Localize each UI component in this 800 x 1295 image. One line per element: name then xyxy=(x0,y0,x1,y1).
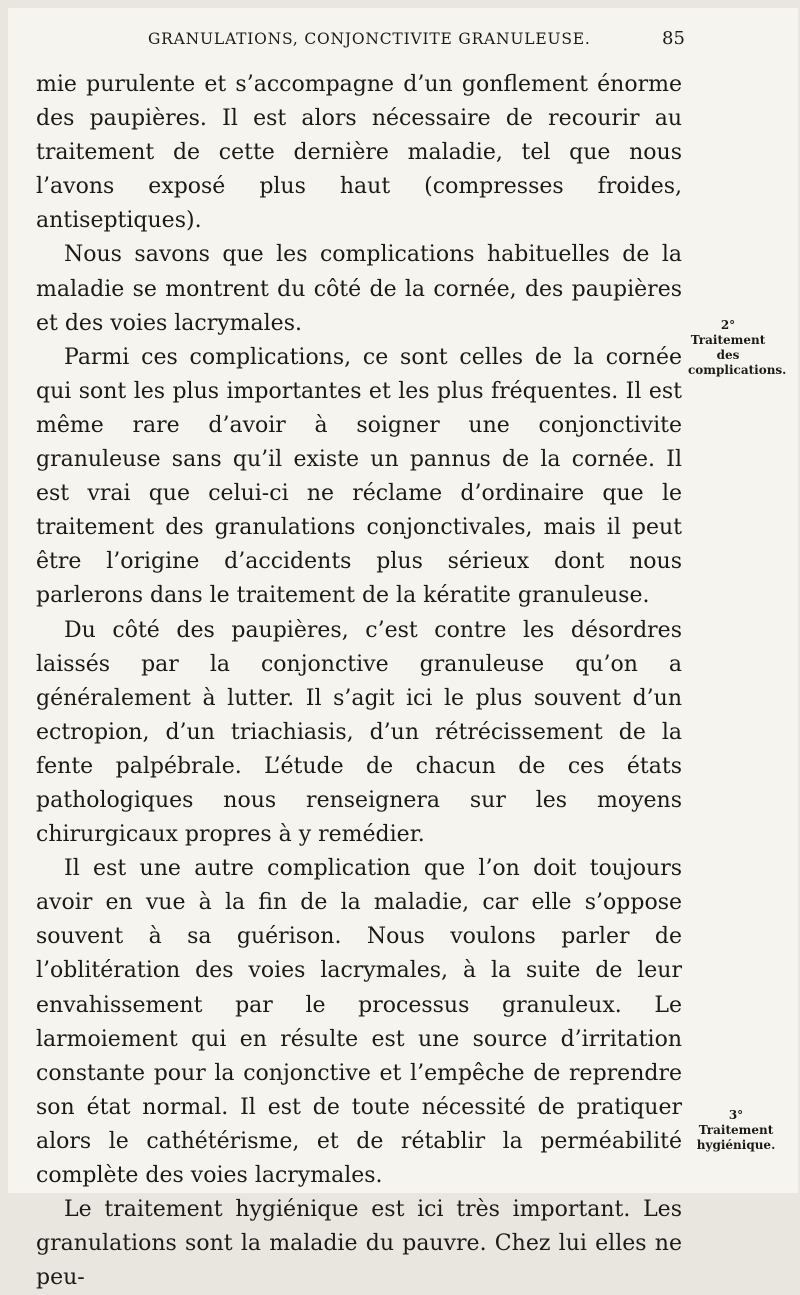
body-text xyxy=(36,68,682,1295)
margin-note: 2° Traitement des complications. xyxy=(688,318,787,377)
margin-note: 3° Traitement hygiénique. xyxy=(696,1108,776,1152)
paragraph: mie purulente et s’accompagne d’un gonflement énorme des paupières. Il est alors nécessaire de recourir au traitement de cette dernière maladie, tel que nous l’avons exposé plus haut (compresses froides, antiseptiques). xyxy=(36,72,682,234)
paragraph: Du côté des paupières, c’est contre les désordres laissés par la conjonctive granuleuse qu’on a généralement à lutter. Il s’agit ici le plus souvent d’un ectropion, d’un triachiasis, d’un rétrécissement de la fente palpébrale. L’étude de chacun de ces états pathologiques nous renseignera sur les moyens chirurgicaux propres à y remédier. xyxy=(36,617,682,848)
page-number: 85 xyxy=(662,28,685,49)
page-header xyxy=(0,30,800,60)
paragraph: Le traitement hygiénique est ici très important. Les granulations sont la maladie du pauvre. Chez lui elles ne peu- xyxy=(36,1197,682,1291)
running-title: GRANULATIONS, CONJONCTIVITE GRANULEUSE. xyxy=(148,30,591,48)
paragraph: Nous savons que les complications habituelles de la maladie se montrent du côté de la cornée, des paupières et des voies lacrymales. xyxy=(36,242,682,336)
paragraph: Il est une autre complication que l’on doit toujours avoir en vue à la fin de la maladie, car elle s’oppose souvent à sa guérison. Nous voulons parler de l’oblitération des voies lacrymales, à la suite de leur envahissement par le processus granuleux. Le larmoiement qui en résulte est une source d’irritation constante pour la conjonctive et l’empêche de reprendre son état normal. Il est de toute nécessité de pratiquer alors le cathétérisme, et de rétablir la perméabilité complète des voies lacrymales. xyxy=(36,856,682,1188)
paragraph: Parmi ces complications, ce sont celles de la cornée qui sont les plus importantes et les plus fréquentes. Il est même rare d’avoir à soigner une conjonctivite granuleuse sans qu’il existe un pannus de la cornée. Il est vrai que celui-ci ne réclame d’ordinaire que le traitement des granulations conjonctivales, mais il peut être l’origine d’accidents plus sérieux dont nous parlerons dans le traitement de la kératite granuleuse. xyxy=(36,344,682,609)
